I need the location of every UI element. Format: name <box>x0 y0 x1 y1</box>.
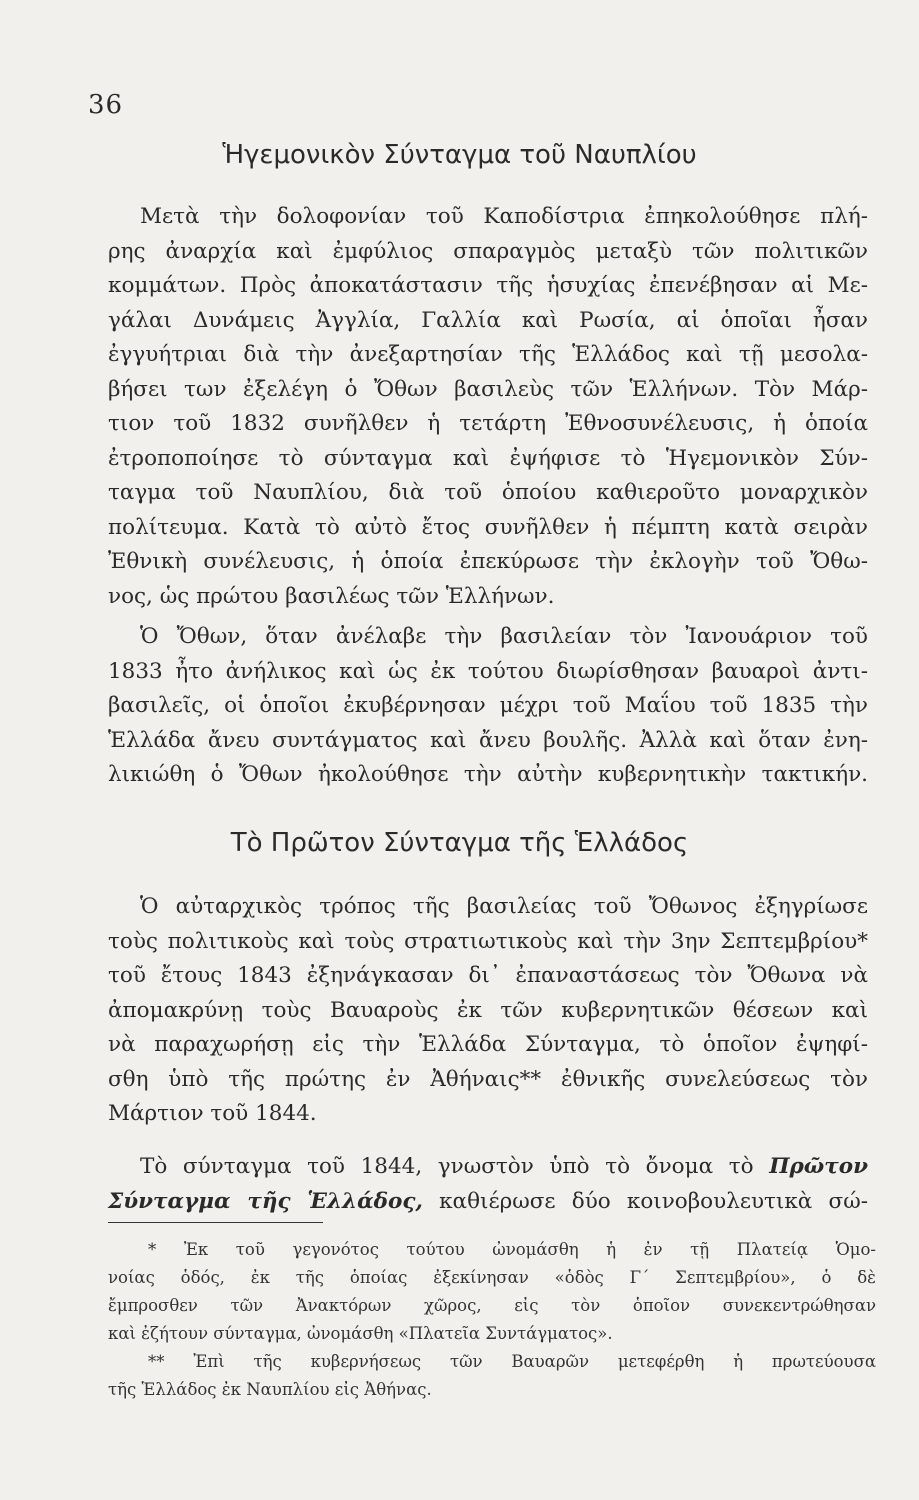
footnote-1 <box>108 1236 876 1348</box>
text-line: ταγμα τοῦ Ναυπλίου, διὰ τοῦ ὁποίου καθιεροῦτο μοναρχικὸν <box>108 480 868 505</box>
text-line: τιον τοῦ 1832 συνῆλθεν ἡ τετάρτη Ἐθνοσυνέλευσις, ἡ ὁποία <box>108 411 868 436</box>
text-span: καθιέρωσε δύο κοινοβουλευτικὰ σώ- <box>439 1188 868 1214</box>
text-line: Ἑλλάδα ἄνευ συντάγματος καὶ ἄνευ βουλῆς. Ἀλλὰ καὶ ὅταν ἐνη- <box>108 727 868 753</box>
section-title-first-constitution: Τὸ Πρῶτον Σύνταγμα τῆς Ἑλλάδος <box>230 828 689 858</box>
footnote-line: * Ἐκ τοῦ γεγονότος τούτου ὠνομάσθη ἡ ἐν τῇ Πλατείᾳ Ὁμο- <box>148 1240 876 1259</box>
footnote-2 <box>108 1348 876 1404</box>
text-line: κομμάτων. Πρὸς ἀποκατάστασιν τῆς ἡσυχίας ἐπενέβησαν αἱ Με- <box>108 273 868 298</box>
footnote-line: ἔμπροσθεν τῶν Ἀνακτόρων χῶρος, εἰς τὸν ὁποῖον συνεκεντρώθησαν <box>108 1296 876 1315</box>
emphasized-term: Πρῶτον <box>769 1154 868 1179</box>
footnote-line: ** Ἐπὶ τῆς κυβερνήσεως τῶν Βαυαρῶν μετεφέρθη ἡ πρωτεύουσα <box>148 1352 876 1371</box>
text-line: βασιλεῖς, οἱ ὁποῖοι ἐκυβέρνησαν μέχρι τοῦ Μαΐου τοῦ 1835 τὴν <box>108 693 868 718</box>
paragraph <box>108 620 868 793</box>
text-span: Τὸ σύνταγμα τοῦ 1844, γνωστὸν ὑπὸ τὸ ὄνομα τὸ <box>140 1154 754 1179</box>
text-line: νὰ παραχωρήσῃ εἰς τὴν Ἑλλάδα Σύνταγμα, τὸ ὁποῖον ἐψηφί- <box>108 1032 868 1057</box>
text-line: σθη ὑπὸ τῆς πρώτης ἐν Ἀθήναις** ἐθνικῆς συνελεύσεως τὸν <box>108 1066 868 1092</box>
text-line: Μάρτιον τοῦ 1844. <box>108 1101 317 1126</box>
text-line: ἐγγυήτριαι διὰ τὴν ἀνεξαρτησίαν τῆς Ἑλλάδος καὶ τῇ μεσολα- <box>108 342 868 367</box>
text-line: ἀπομακρύνῃ τοὺς Βαυαροὺς ἐκ τῶν κυβερνητικῶν θέσεων καὶ <box>108 997 868 1023</box>
text-line: Ὁ αὐταρχικὸς τρόπος τῆς βασιλείας τοῦ Ὄθωνος ἐξηγρίωσε <box>140 894 868 919</box>
text-line: πολίτευμα. Κατὰ τὸ αὐτὸ ἔτος συνῆλθεν ἡ πέμπτη κατὰ σειρὰν <box>108 514 868 540</box>
text-line: λικιώθη ὁ Ὄθων ἠκολούθησε τὴν αὐτὴν κυβερνητικὴν τακτικήν. <box>108 762 868 787</box>
footnote-line: καὶ ἐζήτουν σύνταγμα, ὠνομάσθη «Πλατεῖα Συντάγματος». <box>108 1324 613 1343</box>
footnote-divider <box>108 1222 323 1223</box>
text-line <box>108 1150 868 1185</box>
paragraph <box>108 890 868 1132</box>
paragraph <box>108 200 868 614</box>
text-line: τοὺς πολιτικοὺς καὶ τοὺς στρατιωτικοὺς καὶ τὴν 3ην Σεπτεμβρίου* <box>108 928 868 954</box>
text-line: βήσει των ἐξελέγη ὁ Ὄθων βασιλεὺς τῶν Ἑλλήνων. Τὸν Μάρ- <box>108 376 868 402</box>
text-line: τοῦ ἔτους 1843 ἐξηνάγκασαν δι᾿ ἐπαναστάσεως τὸν Ὄθωνα νὰ <box>108 963 868 988</box>
text-line: Ὁ Ὄθων, ὅταν ἀνέλαβε τὴν βασιλείαν τὸν Ἰανουάριον τοῦ <box>140 624 868 649</box>
text-line: ἐτροποποίησε τὸ σύνταγμα καὶ ἐψήφισε τὸ Ἡγεμονικὸν Σύν- <box>108 445 868 471</box>
text-line: ρης ἀναρχία καὶ ἐμφύλιος σπαραγμὸς μεταξὺ τῶν πολιτικῶν <box>108 238 868 264</box>
page-number: 36 <box>88 90 124 120</box>
emphasized-term: Σύνταγμα τῆς Ἑλλάδος, <box>108 1188 423 1214</box>
text-line: 1833 ἦτο ἀνήλικος καὶ ὡς ἐκ τούτου διωρίσθησαν βαυαροὶ ἀντι- <box>108 658 868 684</box>
footnote-line: νοίας ὁδός, ἐκ τῆς ὁποίας ἐξεκίνησαν «ὁδὸς Γ΄ Σεπτεμβρίου», ὁ δὲ <box>108 1268 876 1287</box>
text-line: Μετὰ τὴν δολοφονίαν τοῦ Καποδίστρια ἐπηκολούθησε πλή- <box>140 204 868 229</box>
section-title-hegemonic-constitution: Ἡγεμονικὸν Σύνταγμα τοῦ Ναυπλίου <box>222 140 697 170</box>
paragraph <box>108 1150 868 1219</box>
text-line <box>108 1185 868 1220</box>
text-line: Ἐθνικὴ συνέλευσις, ἡ ὁποία ἐπεκύρωσε τὴν ἐκλογὴν τοῦ Ὄθω- <box>108 549 868 574</box>
text-line: νος, ὡς πρώτου βασιλέως τῶν Ἑλλήνων. <box>108 583 555 609</box>
text-line: γάλαι Δυνάμεις Ἀγγλία, Γαλλία καὶ Ρωσία, αἱ ὁποῖαι ἦσαν <box>108 307 868 333</box>
footnote-line: τῆς Ἑλλάδος ἐκ Ναυπλίου εἰς Ἀθήνας. <box>108 1380 432 1399</box>
